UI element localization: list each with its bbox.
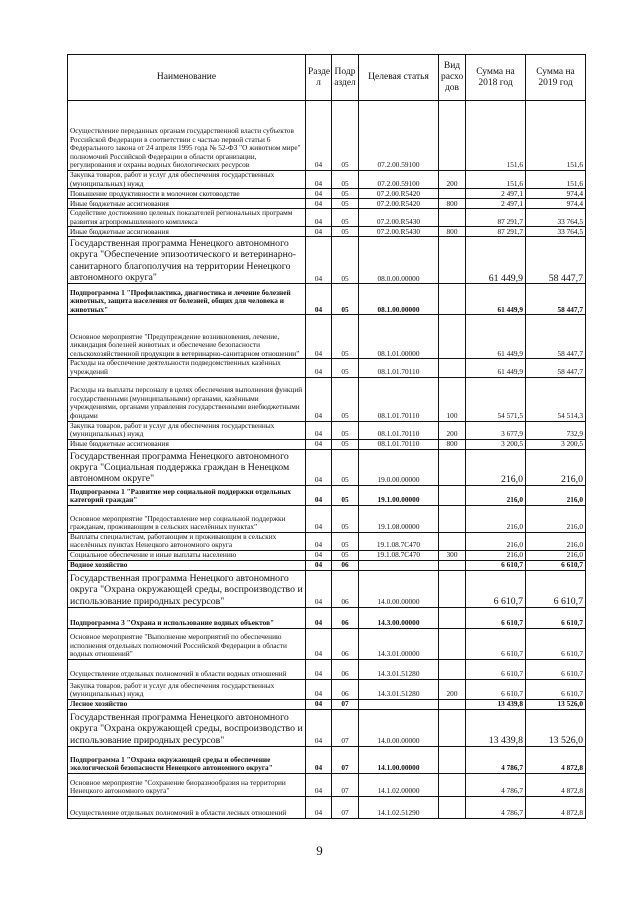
row-podrazdel: 07 [332,709,359,746]
row-podrazdel: 05 [332,315,359,359]
row-expense-type [439,485,466,505]
row-name: Лесное хозяйство [68,699,306,709]
row-podrazdel: 06 [332,560,359,570]
row-razdel: 04 [306,628,332,659]
row-expense-type: 800 [439,199,466,209]
row-sum-2019: 13 526,0 [526,709,586,746]
row-name: Основное мероприятие "Предоставление мер социальной поддержки гражданам, проживающим в сельских населённых пунктах" [68,505,306,532]
row-sum-2018: 13 439,8 [466,699,526,709]
row-target-article: 07.2.00.R5430 [359,227,439,237]
row-razdel: 04 [306,699,332,709]
row-podrazdel: 05 [332,209,359,227]
row-sum-2019: 58 447,7 [526,237,586,284]
table-row [68,209,586,227]
row-expense-type [439,532,466,550]
row-razdel: 04 [306,746,332,773]
row-target-article: 14.3.01.51280 [359,679,439,699]
row-sum-2018: 151,6 [466,171,526,189]
row-name: Государственная программа Ненецкого автономного округа "Охрана окружающей среды, воспроизводство и использование природных ресурсов" [68,570,306,607]
row-razdel: 04 [306,359,332,377]
table-row [68,560,586,570]
row-sum-2018: 216,0 [466,485,526,505]
row-name: Подпрограмма 3 "Охрана и использование водных объектов" [68,607,306,628]
row-sum-2018: 61 449,9 [466,359,526,377]
row-target-article: 19.0.00.00000 [359,449,439,485]
row-name: Закупка товаров, работ и услуг для обеспечения государственных (муниципальных) нужд [68,171,306,189]
row-expense-type [439,746,466,773]
row-sum-2018: 216,0 [466,505,526,532]
row-target-article: 19.1.08.00000 [359,505,439,532]
row-podrazdel: 05 [332,227,359,237]
row-sum-2019: 216,0 [526,449,586,485]
row-razdel: 04 [306,796,332,818]
row-target-article: 07.2.00.59100 [359,101,439,171]
row-target-article: 07.2.00.59100 [359,171,439,189]
table-row [68,315,586,359]
row-expense-type: 800 [439,439,466,449]
row-sum-2019: 216,0 [526,550,586,560]
row-razdel: 04 [306,439,332,449]
row-sum-2019: 54 514,3 [526,377,586,421]
row-target-article: 08.1.01.70110 [359,377,439,421]
row-podrazdel: 06 [332,679,359,699]
row-sum-2019: 6 610,7 [526,570,586,607]
table-row [68,628,586,659]
row-target-article: 08.1.01.00000 [359,315,439,359]
row-podrazdel: 05 [332,439,359,449]
row-name: Государственная программа Ненецкого автономного округа "Социальная поддержка граждан в Ненецком автономном округе" [68,449,306,485]
table-row [68,284,586,315]
row-razdel: 04 [306,237,332,284]
row-sum-2018: 216,0 [466,449,526,485]
row-sum-2018: 4 786,7 [466,746,526,773]
row-name: Государственная программа Ненецкого автономного округа "Обеспечение эпизоотического и ветеринарно-санитарного благополучия на территории Ненецкого автономного округа" [68,237,306,284]
row-name: Содействие достижению целевых показателей региональных программ развития агропромышленного комплекса [68,209,306,227]
table-row [68,449,586,485]
row-razdel: 04 [306,550,332,560]
row-podrazdel: 05 [332,449,359,485]
row-sum-2019: 13 526,0 [526,699,586,709]
table-row [68,746,586,773]
row-name: Закупка товаров, работ и услуг для обеспечения государственных (муниципальных) нужд [68,679,306,699]
row-expense-type [439,359,466,377]
row-expense-type [439,505,466,532]
row-razdel: 04 [306,709,332,746]
row-name: Повышение продуктивности в молочном скотоводстве [68,189,306,199]
row-sum-2019: 58 447,7 [526,284,586,315]
row-expense-type [439,189,466,199]
row-razdel: 04 [306,171,332,189]
row-expense-type [439,449,466,485]
table-row [68,773,586,796]
row-razdel: 04 [306,189,332,199]
row-expense-type: 300 [439,550,466,560]
row-sum-2018: 54 571,5 [466,377,526,421]
row-sum-2018: 6 610,7 [466,570,526,607]
table-row [68,189,586,199]
row-name: Иные бюджетные ассигнования [68,199,306,209]
row-sum-2019: 974,4 [526,199,586,209]
row-name: Выплаты специалистам, работающим и проживающим в сельских населённых пунктах Ненецкого автономного округа [68,532,306,550]
row-podrazdel: 05 [332,237,359,284]
row-name: Осуществление отдельных полномочий в области лесных отношений [68,796,306,818]
table-row [68,359,586,377]
row-podrazdel: 05 [332,421,359,439]
table-row [68,709,586,746]
row-razdel: 04 [306,284,332,315]
row-target-article [359,699,439,709]
row-target-article: 08.1.01.70110 [359,439,439,449]
row-name: Подпрограмма 1 "Развитие мер социальной поддержки отдельных категорий граждан" [68,485,306,505]
row-podrazdel: 06 [332,607,359,628]
row-expense-type [439,237,466,284]
row-target-article: 07.2.00.R5430 [359,209,439,227]
row-target-article: 19.1.08.7С470 [359,550,439,560]
row-sum-2018: 87 291,7 [466,227,526,237]
row-sum-2018: 4 786,7 [466,796,526,818]
table-row [68,101,586,171]
row-expense-type [439,659,466,679]
row-sum-2018: 3 677,9 [466,421,526,439]
row-name: Расходы на выплаты персоналу в целях обеспечения выполнения функций государственными (муниципальными) органами, казёнными учреждениями, органами управления государственными внебюджетными фондами [68,377,306,421]
row-sum-2019: 58 447,7 [526,359,586,377]
table-row [68,550,586,560]
row-target-article: 07.2.00.R5420 [359,199,439,209]
row-sum-2019: 216,0 [526,485,586,505]
row-expense-type [439,209,466,227]
row-sum-2018: 6 610,7 [466,659,526,679]
row-razdel: 04 [306,505,332,532]
row-name: Основное мероприятие "Выполнение мероприятий по обеспечению исполнения отдельных полномочий Российской Федерации в области водных отношений" [68,628,306,659]
table-row [68,659,586,679]
row-sum-2019: 4 872,8 [526,773,586,796]
row-name: Государственная программа Ненецкого автономного округа "Охрана окружающей среды, воспроизводство и использование природных ресурсов" [68,709,306,746]
table-row [68,607,586,628]
table-row [68,227,586,237]
row-sum-2018: 216,0 [466,532,526,550]
row-sum-2018: 6 610,7 [466,628,526,659]
row-sum-2018: 3 200,5 [466,439,526,449]
budget-table [67,54,586,819]
table-row [68,171,586,189]
table-row [68,439,586,449]
row-podrazdel: 05 [332,505,359,532]
row-podrazdel: 05 [332,171,359,189]
row-podrazdel: 05 [332,485,359,505]
header-sum-2019: Сумма на 2019 год [526,55,586,101]
row-target-article: 19.1.08.7С470 [359,532,439,550]
row-expense-type [439,773,466,796]
header-target-article: Целевая статья [359,55,439,101]
row-podrazdel: 05 [332,377,359,421]
row-name: Социальное обеспечение и иные выплаты населению [68,550,306,560]
row-name: Иные бюджетные ассигнования [68,227,306,237]
row-name: Иные бюджетные ассигнования [68,439,306,449]
table-row [68,699,586,709]
row-target-article: 19.1.00.00000 [359,485,439,505]
row-sum-2019: 6 610,7 [526,607,586,628]
table-row [68,237,586,284]
row-podrazdel: 05 [332,189,359,199]
row-expense-type [439,699,466,709]
row-podrazdel: 07 [332,746,359,773]
row-razdel: 04 [306,199,332,209]
row-expense-type [439,284,466,315]
table-row [68,505,586,532]
row-sum-2018: 6 610,7 [466,607,526,628]
row-podrazdel: 05 [332,550,359,560]
header-name: Наименование [68,55,306,101]
row-sum-2018: 6 610,7 [466,560,526,570]
row-sum-2019: 6 610,7 [526,679,586,699]
table-body [68,101,586,819]
row-podrazdel: 06 [332,659,359,679]
row-expense-type [439,101,466,171]
row-sum-2019: 58 447,7 [526,315,586,359]
table-row [68,377,586,421]
row-sum-2019: 974,4 [526,189,586,199]
row-sum-2019: 151,6 [526,101,586,171]
row-podrazdel: 05 [332,199,359,209]
row-expense-type [439,570,466,607]
table-row [68,796,586,818]
header-podrazdel: Подр аздел [332,55,359,101]
row-name: Подпрограмма 1 "Профилактика, диагностика и лечение болезней животных, защита населения от болезней, общих для человека и животных" [68,284,306,315]
row-expense-type [439,560,466,570]
row-target-article [359,560,439,570]
row-expense-type: 800 [439,227,466,237]
table-row [68,485,586,505]
table-row [68,679,586,699]
row-name: Осуществление отдельных полномочий в области водных отношений [68,659,306,679]
row-expense-type [439,709,466,746]
row-name: Основное мероприятие "Сохранение биоразнообразия на территории Ненецкого автономного округа" [68,773,306,796]
row-razdel: 04 [306,532,332,550]
row-sum-2018: 151,6 [466,101,526,171]
row-target-article: 08.1.01.70110 [359,359,439,377]
row-razdel: 04 [306,377,332,421]
row-target-article: 08.1.00.00000 [359,284,439,315]
row-sum-2019: 33 764,5 [526,209,586,227]
row-razdel: 04 [306,209,332,227]
row-sum-2019: 216,0 [526,532,586,550]
page-number: 9 [316,843,323,858]
row-podrazdel: 05 [332,359,359,377]
row-razdel: 04 [306,773,332,796]
row-sum-2018: 2 497,1 [466,189,526,199]
row-sum-2018: 2 497,1 [466,199,526,209]
row-podrazdel: 05 [332,284,359,315]
row-target-article: 14.3.01.51280 [359,659,439,679]
header-razdel: Разде л [306,55,332,101]
row-name: Расходы на обеспечение деятельности подведомственных казённых учреждений [68,359,306,377]
row-podrazdel: 05 [332,101,359,171]
row-sum-2018: 13 439,8 [466,709,526,746]
row-razdel: 04 [306,421,332,439]
row-razdel: 04 [306,227,332,237]
row-sum-2019: 6 610,7 [526,560,586,570]
row-name: Водное хозяйство [68,560,306,570]
row-target-article: 07.2.00.R5420 [359,189,439,199]
row-razdel: 04 [306,315,332,359]
row-sum-2019: 6 610,7 [526,659,586,679]
header-sum-2018: Сумма на 2018 год [466,55,526,101]
budget-table-sheet [67,54,585,819]
row-target-article: 08.0.00.00000 [359,237,439,284]
row-sum-2019: 4 872,8 [526,796,586,818]
row-target-article: 14.1.02.00000 [359,773,439,796]
row-sum-2018: 61 449,9 [466,315,526,359]
row-sum-2018: 61 449,9 [466,284,526,315]
row-expense-type [439,607,466,628]
row-podrazdel: 05 [332,532,359,550]
row-razdel: 04 [306,449,332,485]
row-expense-type [439,796,466,818]
row-name: Подпрограмма 1 "Охрана окружающей среды и обеспечение экологической безопасности Ненецкого автономного округа" [68,746,306,773]
row-target-article: 14.3.00.00000 [359,607,439,628]
row-podrazdel: 07 [332,773,359,796]
row-sum-2019: 33 764,5 [526,227,586,237]
row-sum-2018: 87 291,7 [466,209,526,227]
row-sum-2019: 6 610,7 [526,628,586,659]
row-target-article: 14.3.01.00000 [359,628,439,659]
row-target-article: 14.1.00.00000 [359,746,439,773]
table-row [68,199,586,209]
row-podrazdel: 07 [332,699,359,709]
row-name: Закупка товаров, работ и услуг для обеспечения государственных (муниципальных) нужд [68,421,306,439]
row-sum-2019: 151,6 [526,171,586,189]
row-podrazdel: 06 [332,628,359,659]
row-razdel: 04 [306,679,332,699]
row-sum-2018: 6 610,7 [466,679,526,699]
row-expense-type [439,628,466,659]
row-podrazdel: 07 [332,796,359,818]
row-razdel: 04 [306,485,332,505]
row-razdel: 04 [306,659,332,679]
table-row [68,421,586,439]
table-header-row [68,55,586,101]
row-sum-2018: 4 786,7 [466,773,526,796]
row-name: Осуществление переданных органам государственной власти субъектов Российской Федерации в соответствии с частью первой статьи 6 Федерального закона от 24 апреля 1995 года № 52-ФЗ "О животном мире" полномочий Российской Федерации в области организации, регулирования и охраны водных биологических ресурсов [68,101,306,171]
row-sum-2019: 732,9 [526,421,586,439]
row-sum-2019: 4 872,8 [526,746,586,773]
table-row [68,532,586,550]
row-target-article: 14.0.00.00000 [359,709,439,746]
header-expense-type: Вид расхо дов [439,55,466,101]
row-razdel: 04 [306,560,332,570]
row-razdel: 04 [306,101,332,171]
row-podrazdel: 06 [332,570,359,607]
row-sum-2018: 216,0 [466,550,526,560]
row-sum-2018: 61 449,9 [466,237,526,284]
row-expense-type [439,315,466,359]
row-target-article: 08.1.01.70110 [359,421,439,439]
table-row [68,570,586,607]
row-razdel: 04 [306,570,332,607]
row-sum-2019: 216,0 [526,505,586,532]
row-expense-type: 200 [439,679,466,699]
row-expense-type: 200 [439,171,466,189]
row-name: Основное мероприятие "Предупреждение возникновения, лечение, ликвидация болезней животных и обеспечение безопасности сельскохозяйственной продукции в ветеринарно-санитарном отношении" [68,315,306,359]
row-target-article: 14.1.02.51290 [359,796,439,818]
row-razdel: 04 [306,607,332,628]
row-target-article: 14.0.00.00000 [359,570,439,607]
row-expense-type: 100 [439,377,466,421]
row-sum-2019: 3 200,5 [526,439,586,449]
row-expense-type: 200 [439,421,466,439]
